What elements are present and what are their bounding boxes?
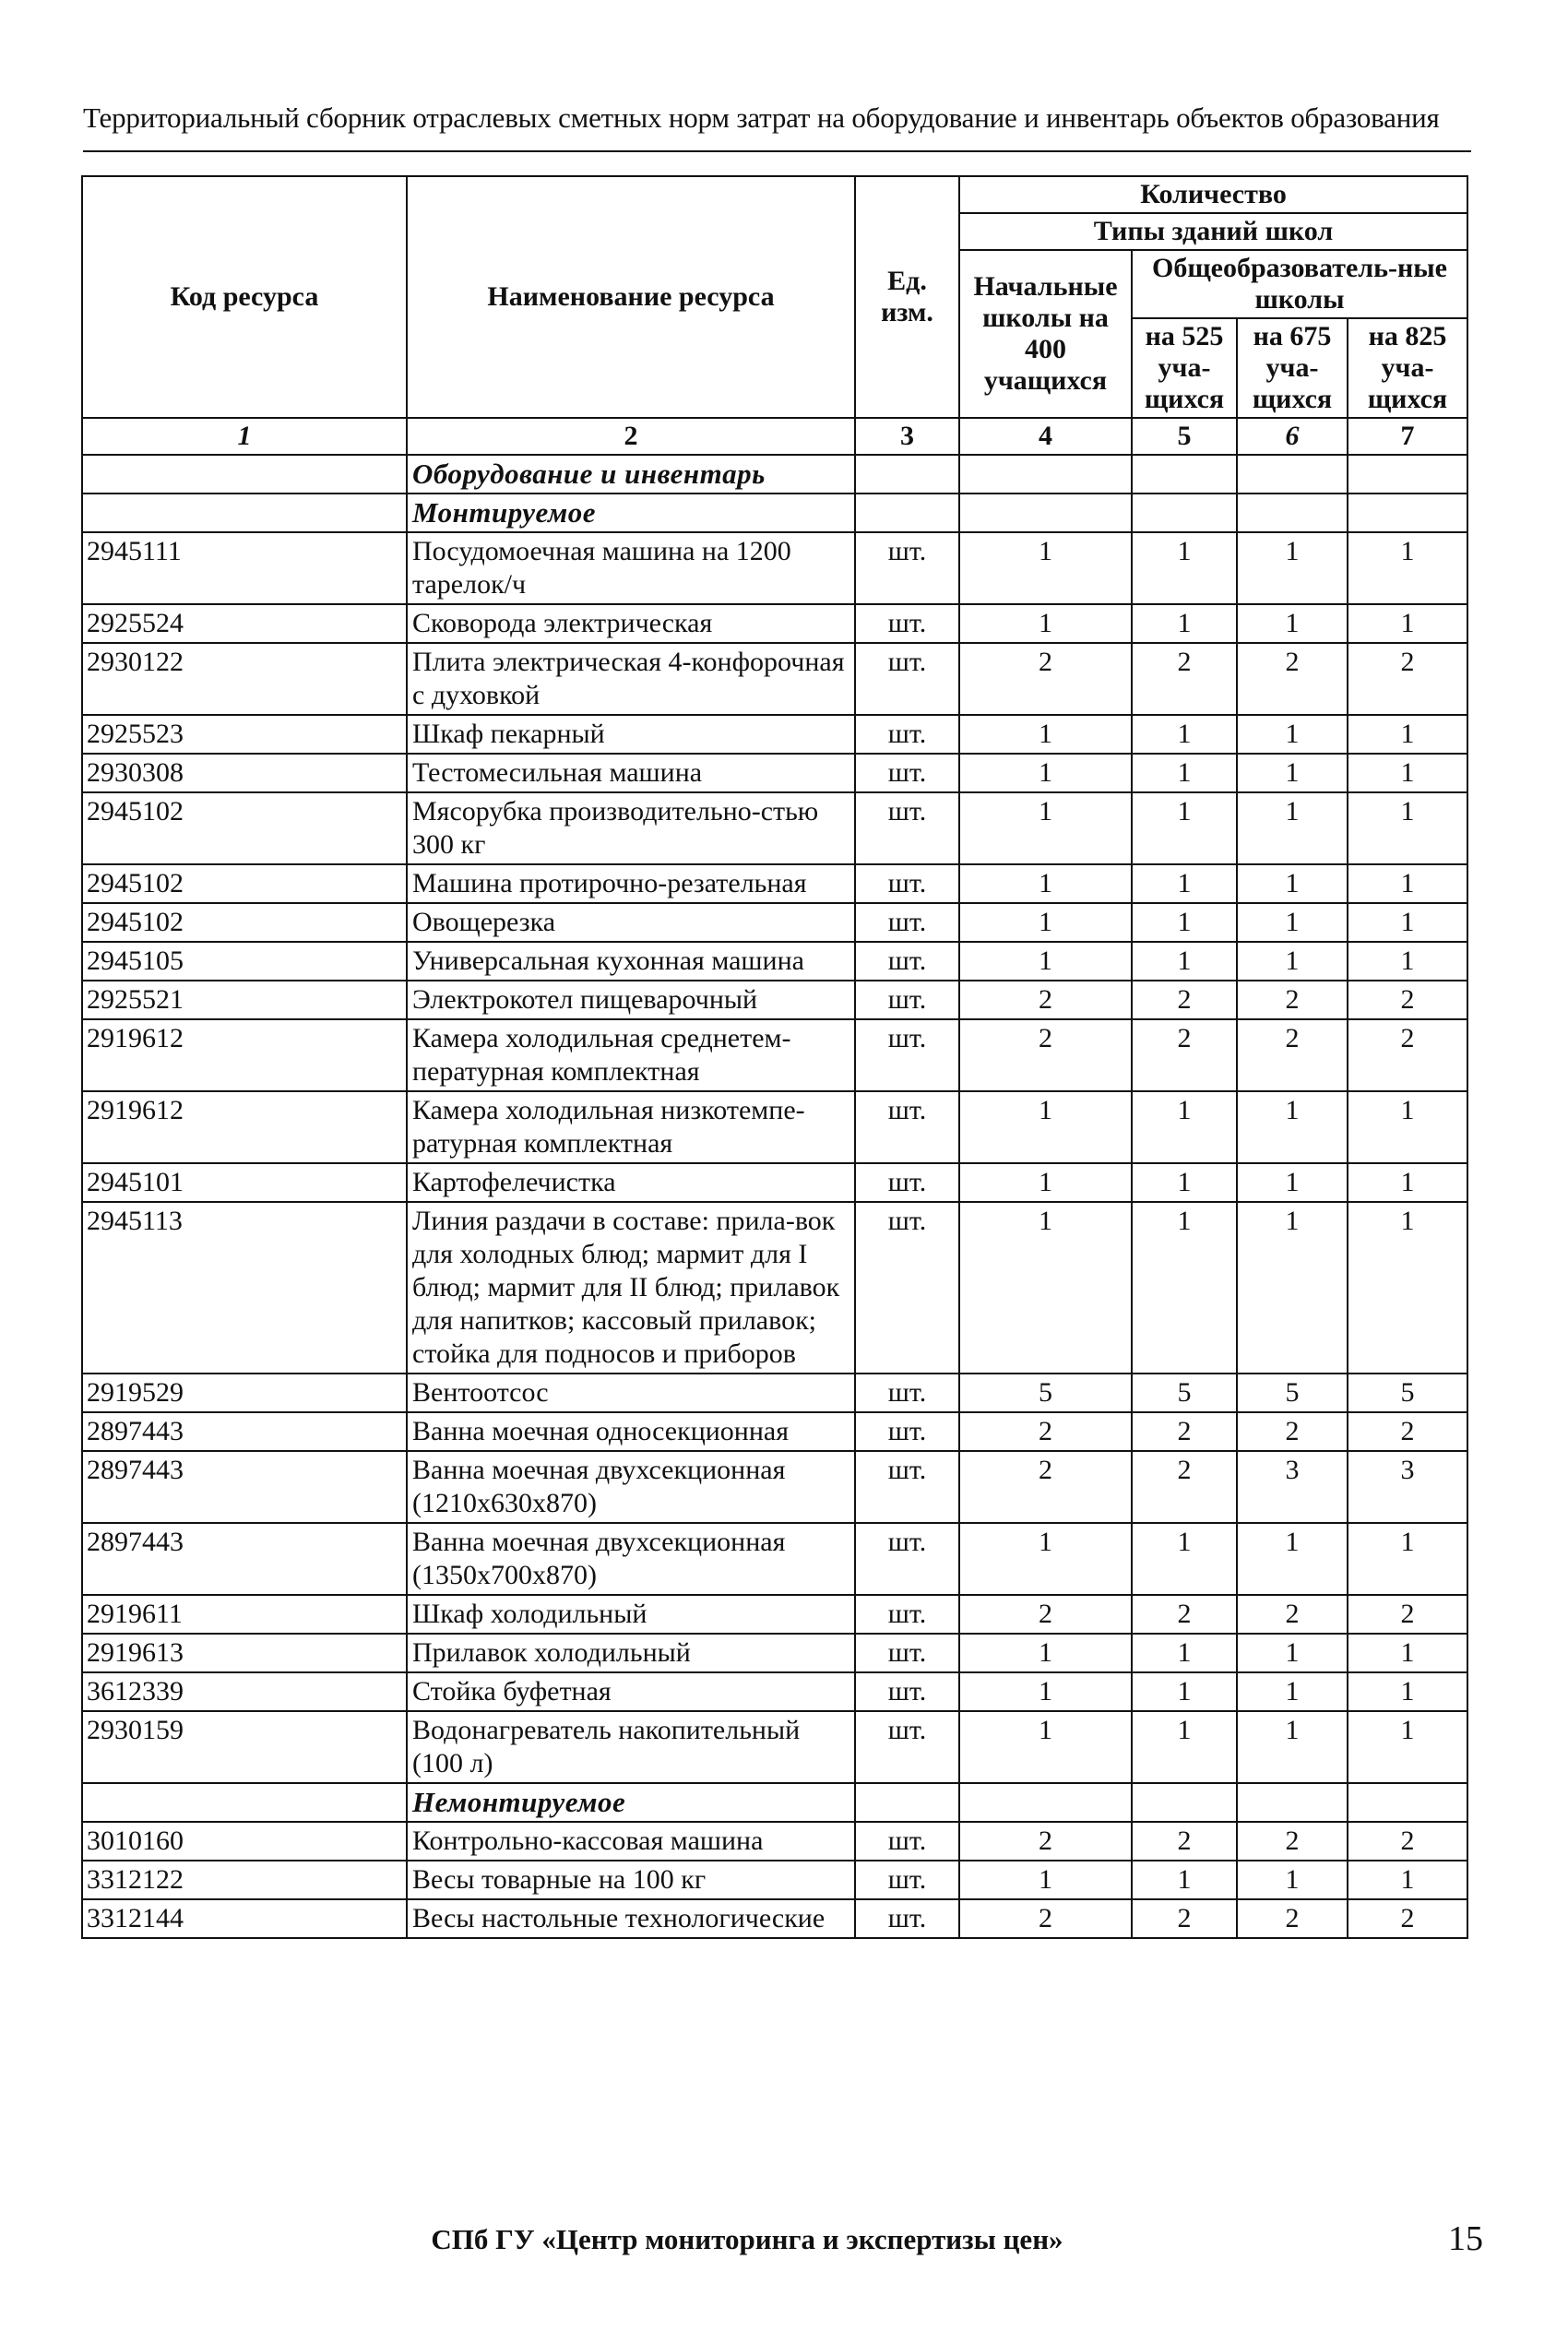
quantity-primary-400: 1 bbox=[959, 1634, 1132, 1672]
table-row bbox=[82, 604, 1467, 643]
quantity-675: 1 bbox=[1237, 1202, 1348, 1374]
resource-unit: шт. bbox=[855, 1634, 959, 1672]
quantity-525: 2 bbox=[1132, 1595, 1237, 1634]
quantity-675: 5 bbox=[1237, 1374, 1348, 1412]
resource-code: 2945101 bbox=[82, 1163, 407, 1202]
resource-name: Плита электрическая 4-конфорочная с духовкой bbox=[407, 643, 855, 715]
quantity-primary-400: 2 bbox=[959, 643, 1132, 715]
quantity-primary-400: 2 bbox=[959, 981, 1132, 1019]
table-row bbox=[82, 1672, 1467, 1711]
resource-unit: шт. bbox=[855, 532, 959, 604]
table-row bbox=[82, 1412, 1467, 1451]
quantity-primary-400: 1 bbox=[959, 1523, 1132, 1595]
quantity-primary-400: 2 bbox=[959, 1412, 1132, 1451]
header-code: Код ресурса bbox=[82, 176, 407, 418]
quantity-675: 2 bbox=[1237, 1019, 1348, 1091]
resource-code: 2945113 bbox=[82, 1202, 407, 1374]
quantity-825: 2 bbox=[1348, 1019, 1467, 1091]
quantity-primary-400: 1 bbox=[959, 715, 1132, 754]
table-row bbox=[82, 1595, 1467, 1634]
quantity-675: 1 bbox=[1237, 1672, 1348, 1711]
header-general-school: Общеобразователь-ные школы bbox=[1132, 250, 1467, 318]
quantity-825: 2 bbox=[1348, 1822, 1467, 1861]
subsection-row-unmounted bbox=[82, 1783, 1467, 1822]
quantity-825: 2 bbox=[1348, 1899, 1467, 1938]
table-row bbox=[82, 1163, 1467, 1202]
quantity-525: 1 bbox=[1132, 1672, 1237, 1711]
table-body bbox=[82, 418, 1467, 1938]
table-row bbox=[82, 942, 1467, 981]
resource-unit: шт. bbox=[855, 1019, 959, 1091]
quantity-525: 1 bbox=[1132, 604, 1237, 643]
table-row bbox=[82, 754, 1467, 792]
quantity-825: 1 bbox=[1348, 715, 1467, 754]
header-quantity: Количество bbox=[959, 176, 1467, 213]
resource-name: Машина протирочно-резательная bbox=[407, 864, 855, 903]
table-row bbox=[82, 532, 1467, 604]
resource-code: 2930122 bbox=[82, 643, 407, 715]
column-number: 2 bbox=[407, 418, 855, 455]
quantity-675: 1 bbox=[1237, 604, 1348, 643]
resource-name: Универсальная кухонная машина bbox=[407, 942, 855, 981]
quantity-675: 2 bbox=[1237, 1595, 1348, 1634]
table-row bbox=[82, 1202, 1467, 1374]
quantity-525: 1 bbox=[1132, 1861, 1237, 1899]
table-row bbox=[82, 981, 1467, 1019]
subsection-title: Монтируемое bbox=[407, 494, 855, 532]
quantity-525: 5 bbox=[1132, 1374, 1237, 1412]
quantity-825: 1 bbox=[1348, 754, 1467, 792]
resource-unit: шт. bbox=[855, 1711, 959, 1783]
resource-code: 3612339 bbox=[82, 1672, 407, 1711]
quantity-primary-400: 1 bbox=[959, 1202, 1132, 1374]
quantity-825: 1 bbox=[1348, 532, 1467, 604]
resource-code: 2925523 bbox=[82, 715, 407, 754]
header-rule bbox=[83, 150, 1471, 152]
resource-name: Камера холодильная среднетем-пературная комплектная bbox=[407, 1019, 855, 1091]
resource-table bbox=[81, 175, 1468, 1939]
resource-unit: шт. bbox=[855, 1412, 959, 1451]
resource-unit: шт. bbox=[855, 754, 959, 792]
subsection-title: Немонтируемое bbox=[407, 1783, 855, 1822]
quantity-525: 2 bbox=[1132, 1822, 1237, 1861]
quantity-525: 1 bbox=[1132, 715, 1237, 754]
table-row bbox=[82, 715, 1467, 754]
resource-name: Электрокотел пищеварочный bbox=[407, 981, 855, 1019]
quantity-primary-400: 1 bbox=[959, 1091, 1132, 1163]
section-row bbox=[82, 455, 1467, 494]
quantity-825: 1 bbox=[1348, 1711, 1467, 1783]
column-number: 4 bbox=[959, 418, 1132, 455]
quantity-675: 2 bbox=[1237, 1822, 1348, 1861]
resource-name: Стойка буфетная bbox=[407, 1672, 855, 1711]
table-row bbox=[82, 792, 1467, 864]
table-row bbox=[82, 1822, 1467, 1861]
resource-code: 2930308 bbox=[82, 754, 407, 792]
resource-code: 3010160 bbox=[82, 1822, 407, 1861]
resource-name: Тестомесильная машина bbox=[407, 754, 855, 792]
quantity-675: 1 bbox=[1237, 792, 1348, 864]
resource-code: 2945111 bbox=[82, 532, 407, 604]
quantity-675: 2 bbox=[1237, 643, 1348, 715]
quantity-675: 1 bbox=[1237, 1163, 1348, 1202]
quantity-primary-400: 1 bbox=[959, 1861, 1132, 1899]
resource-unit: шт. bbox=[855, 1899, 959, 1938]
quantity-primary-400: 1 bbox=[959, 792, 1132, 864]
resource-unit: шт. bbox=[855, 1451, 959, 1523]
resource-code: 2897443 bbox=[82, 1523, 407, 1595]
quantity-825: 3 bbox=[1348, 1451, 1467, 1523]
quantity-825: 1 bbox=[1348, 792, 1467, 864]
running-header: Территориальный сборник отраслевых сметных норм затрат на оборудование и инвентарь объектов образования bbox=[83, 101, 1440, 134]
resource-code: 2945102 bbox=[82, 903, 407, 942]
quantity-primary-400: 1 bbox=[959, 604, 1132, 643]
resource-code: 2925521 bbox=[82, 981, 407, 1019]
table-row bbox=[82, 1711, 1467, 1783]
section-title: Оборудование и инвентарь bbox=[407, 455, 855, 494]
resource-unit: шт. bbox=[855, 1595, 959, 1634]
table-row bbox=[82, 1019, 1467, 1091]
quantity-525: 1 bbox=[1132, 754, 1237, 792]
resource-unit: шт. bbox=[855, 1523, 959, 1595]
resource-unit: шт. bbox=[855, 1374, 959, 1412]
resource-unit: шт. bbox=[855, 604, 959, 643]
resource-unit: шт. bbox=[855, 1822, 959, 1861]
quantity-825: 2 bbox=[1348, 643, 1467, 715]
resource-name: Камера холодильная низкотемпе-ратурная комплектная bbox=[407, 1091, 855, 1163]
quantity-primary-400: 1 bbox=[959, 532, 1132, 604]
resource-name: Шкаф холодильный bbox=[407, 1595, 855, 1634]
header-name: Наименование ресурса bbox=[407, 176, 855, 418]
table-row bbox=[82, 903, 1467, 942]
quantity-675: 1 bbox=[1237, 1861, 1348, 1899]
resource-name: Водонагреватель накопительный (100 л) bbox=[407, 1711, 855, 1783]
quantity-825: 1 bbox=[1348, 1861, 1467, 1899]
resource-name: Весы настольные технологические bbox=[407, 1899, 855, 1938]
resource-name: Картофелечистка bbox=[407, 1163, 855, 1202]
quantity-525: 1 bbox=[1132, 1523, 1237, 1595]
quantity-525: 1 bbox=[1132, 792, 1237, 864]
quantity-primary-400: 2 bbox=[959, 1595, 1132, 1634]
quantity-525: 1 bbox=[1132, 1634, 1237, 1672]
resource-unit: шт. bbox=[855, 1163, 959, 1202]
resource-name: Ванна моечная двухсекционная (1210x630x870) bbox=[407, 1451, 855, 1523]
resource-code: 2945102 bbox=[82, 792, 407, 864]
table-row bbox=[82, 864, 1467, 903]
resource-unit: шт. bbox=[855, 1672, 959, 1711]
column-numbers-row bbox=[82, 418, 1467, 455]
resource-unit: шт. bbox=[855, 942, 959, 981]
resource-name: Ванна моечная двухсекционная (1350x700x870) bbox=[407, 1523, 855, 1595]
table-row bbox=[82, 1091, 1467, 1163]
header-525: на 525 уча-щихся bbox=[1132, 318, 1237, 418]
quantity-825: 1 bbox=[1348, 864, 1467, 903]
footer-organization: СПб ГУ «Центр мониторинга и экспертизы цен» bbox=[431, 2223, 1063, 2255]
quantity-825: 2 bbox=[1348, 981, 1467, 1019]
resource-name: Вентоотсос bbox=[407, 1374, 855, 1412]
resource-code: 2919611 bbox=[82, 1595, 407, 1634]
quantity-675: 1 bbox=[1237, 864, 1348, 903]
quantity-525: 2 bbox=[1132, 1019, 1237, 1091]
quantity-525: 1 bbox=[1132, 1202, 1237, 1374]
header-825: на 825 уча-щихся bbox=[1348, 318, 1467, 418]
quantity-primary-400: 1 bbox=[959, 1711, 1132, 1783]
quantity-825: 1 bbox=[1348, 1523, 1467, 1595]
table-row bbox=[82, 1634, 1467, 1672]
quantity-525: 1 bbox=[1132, 903, 1237, 942]
resource-name: Ванна моечная односекционная bbox=[407, 1412, 855, 1451]
resource-code: 2919613 bbox=[82, 1634, 407, 1672]
table-row bbox=[82, 1899, 1467, 1938]
quantity-825: 1 bbox=[1348, 1163, 1467, 1202]
quantity-675: 2 bbox=[1237, 981, 1348, 1019]
quantity-675: 3 bbox=[1237, 1451, 1348, 1523]
quantity-525: 1 bbox=[1132, 1711, 1237, 1783]
quantity-825: 1 bbox=[1348, 1672, 1467, 1711]
quantity-primary-400: 1 bbox=[959, 903, 1132, 942]
quantity-primary-400: 5 bbox=[959, 1374, 1132, 1412]
page-number: 15 bbox=[1448, 2219, 1483, 2258]
resource-unit: шт. bbox=[855, 903, 959, 942]
header-primary-school: Начальные школы на 400 учащихся bbox=[959, 250, 1132, 418]
column-number: 3 bbox=[855, 418, 959, 455]
resource-unit: шт. bbox=[855, 715, 959, 754]
resource-code: 2925524 bbox=[82, 604, 407, 643]
quantity-primary-400: 2 bbox=[959, 1899, 1132, 1938]
quantity-675: 1 bbox=[1237, 1091, 1348, 1163]
resource-name: Контрольно-кассовая машина bbox=[407, 1822, 855, 1861]
quantity-525: 1 bbox=[1132, 864, 1237, 903]
quantity-675: 1 bbox=[1237, 942, 1348, 981]
resource-name: Овощерезка bbox=[407, 903, 855, 942]
quantity-525: 1 bbox=[1132, 942, 1237, 981]
quantity-675: 2 bbox=[1237, 1899, 1348, 1938]
table-row bbox=[82, 643, 1467, 715]
quantity-525: 2 bbox=[1132, 1899, 1237, 1938]
quantity-675: 1 bbox=[1237, 532, 1348, 604]
resource-name: Шкаф пекарный bbox=[407, 715, 855, 754]
quantity-525: 1 bbox=[1132, 1163, 1237, 1202]
table-row bbox=[82, 1451, 1467, 1523]
column-number: 6 bbox=[1237, 418, 1348, 455]
resource-code: 2945105 bbox=[82, 942, 407, 981]
quantity-525: 2 bbox=[1132, 643, 1237, 715]
table-row bbox=[82, 1374, 1467, 1412]
quantity-825: 5 bbox=[1348, 1374, 1467, 1412]
header-unit: Ед. изм. bbox=[855, 176, 959, 418]
quantity-675: 2 bbox=[1237, 1412, 1348, 1451]
resource-unit: шт. bbox=[855, 1091, 959, 1163]
resource-code: 3312144 bbox=[82, 1899, 407, 1938]
resource-unit: шт. bbox=[855, 864, 959, 903]
resource-unit: шт. bbox=[855, 1861, 959, 1899]
resource-unit: шт. bbox=[855, 1202, 959, 1374]
quantity-825: 2 bbox=[1348, 1412, 1467, 1451]
table-row bbox=[82, 1523, 1467, 1595]
resource-code: 2897443 bbox=[82, 1412, 407, 1451]
quantity-primary-400: 1 bbox=[959, 1672, 1132, 1711]
quantity-primary-400: 2 bbox=[959, 1822, 1132, 1861]
header-675: на 675 уча-щихся bbox=[1237, 318, 1348, 418]
column-number: 5 bbox=[1132, 418, 1237, 455]
resource-code: 3312122 bbox=[82, 1861, 407, 1899]
resource-code: 2945102 bbox=[82, 864, 407, 903]
resource-code: 2930159 bbox=[82, 1711, 407, 1783]
quantity-675: 1 bbox=[1237, 1711, 1348, 1783]
quantity-675: 1 bbox=[1237, 1523, 1348, 1595]
quantity-675: 1 bbox=[1237, 754, 1348, 792]
quantity-825: 1 bbox=[1348, 1202, 1467, 1374]
resource-code: 2919612 bbox=[82, 1091, 407, 1163]
subsection-row-mounted bbox=[82, 494, 1467, 532]
resource-code: 2919529 bbox=[82, 1374, 407, 1412]
quantity-825: 1 bbox=[1348, 1091, 1467, 1163]
resource-code: 2897443 bbox=[82, 1451, 407, 1523]
quantity-525: 2 bbox=[1132, 1412, 1237, 1451]
header-building-types: Типы зданий школ bbox=[959, 213, 1467, 250]
quantity-525: 2 bbox=[1132, 1451, 1237, 1523]
resource-unit: шт. bbox=[855, 643, 959, 715]
quantity-primary-400: 1 bbox=[959, 754, 1132, 792]
resource-unit: шт. bbox=[855, 792, 959, 864]
quantity-825: 1 bbox=[1348, 604, 1467, 643]
quantity-primary-400: 2 bbox=[959, 1019, 1132, 1091]
resource-code: 2919612 bbox=[82, 1019, 407, 1091]
quantity-675: 1 bbox=[1237, 715, 1348, 754]
quantity-675: 1 bbox=[1237, 903, 1348, 942]
resource-name: Прилавок холодильный bbox=[407, 1634, 855, 1672]
column-number: 7 bbox=[1348, 418, 1467, 455]
table-row bbox=[82, 1861, 1467, 1899]
quantity-825: 1 bbox=[1348, 942, 1467, 981]
quantity-primary-400: 2 bbox=[959, 1451, 1132, 1523]
resource-name: Посудомоечная машина на 1200 тарелок/ч bbox=[407, 532, 855, 604]
quantity-525: 2 bbox=[1132, 981, 1237, 1019]
resource-name: Сковорода электрическая bbox=[407, 604, 855, 643]
quantity-525: 1 bbox=[1132, 1091, 1237, 1163]
column-number: 1 bbox=[82, 418, 407, 455]
resource-unit: шт. bbox=[855, 981, 959, 1019]
quantity-825: 1 bbox=[1348, 903, 1467, 942]
quantity-525: 1 bbox=[1132, 532, 1237, 604]
quantity-primary-400: 1 bbox=[959, 942, 1132, 981]
quantity-primary-400: 1 bbox=[959, 1163, 1132, 1202]
resource-name: Весы товарные на 100 кг bbox=[407, 1861, 855, 1899]
quantity-675: 1 bbox=[1237, 1634, 1348, 1672]
quantity-825: 2 bbox=[1348, 1595, 1467, 1634]
quantity-primary-400: 1 bbox=[959, 864, 1132, 903]
quantity-825: 1 bbox=[1348, 1634, 1467, 1672]
resource-name: Линия раздачи в составе: прила-вок для холодных блюд; мармит для I блюд; мармит для II блюд; прилавок для напитков; кассовый прилавок; стойка для подносов и приборов bbox=[407, 1202, 855, 1374]
resource-name: Мясорубка производительно-стью 300 кг bbox=[407, 792, 855, 864]
